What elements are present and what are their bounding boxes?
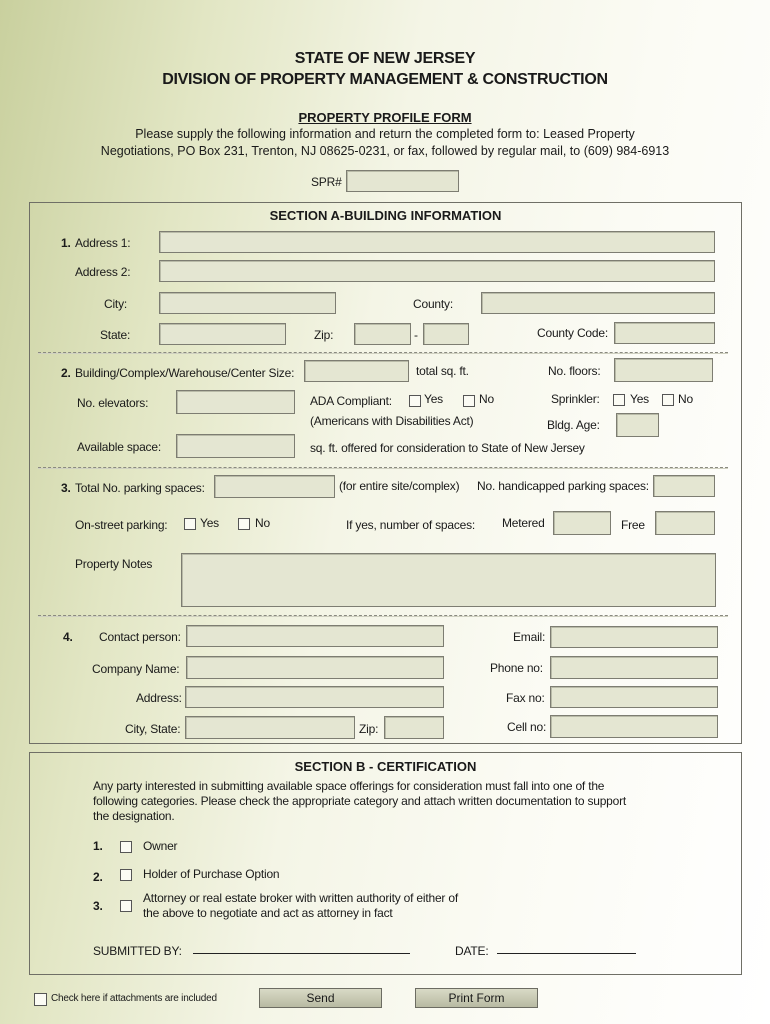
instructions-line1: Please supply the following information and return the completed form to: Leased Property — [135, 127, 635, 141]
ada-note: (Americans with Disabilities Act) — [310, 414, 474, 428]
onstreet-yes-label: Yes — [200, 516, 219, 530]
attachments-label: Check here if attachments are included — [51, 993, 217, 1004]
divider-1 — [38, 352, 728, 354]
item-3-number: 3. — [61, 481, 71, 495]
building-size-label: Building/Complex/Warehouse/Center Size: — [75, 366, 295, 380]
sprinkler-label: Sprinkler: — [551, 392, 600, 406]
free-label: Free — [621, 518, 645, 532]
fax-label: Fax no: — [506, 691, 545, 705]
purchase-option-label: Holder of Purchase Option — [143, 867, 280, 881]
zip-input[interactable] — [354, 323, 411, 345]
title-division: DIVISION OF PROPERTY MANAGEMENT & CONSTRUCTION — [162, 71, 608, 88]
onstreet-label: On-street parking: — [75, 518, 168, 532]
date-line[interactable] — [497, 953, 636, 954]
bldg-age-label: Bldg. Age: — [547, 418, 600, 432]
spr-label: SPR# — [311, 175, 342, 189]
fax-input[interactable] — [550, 686, 718, 708]
section-b-title: SECTION B - CERTIFICATION — [294, 759, 477, 774]
ada-label: ADA Compliant: — [310, 394, 392, 408]
item-4-number: 4. — [63, 630, 73, 644]
option-2-number: 2. — [93, 870, 103, 884]
property-notes-textarea[interactable] — [181, 553, 716, 607]
date-label: DATE: — [455, 944, 489, 958]
item-1-number: 1. — [61, 236, 71, 250]
bldg-age-input[interactable] — [616, 413, 659, 437]
purchase-option-checkbox[interactable] — [120, 869, 132, 881]
option-3-number: 3. — [93, 899, 103, 913]
divider-2 — [38, 467, 728, 469]
phone-label: Phone no: — [490, 661, 543, 675]
state-label: State: — [100, 328, 131, 342]
section-b-text-3: the designation. — [93, 809, 175, 823]
attorney-label-2: the above to negotiate and act as attorney in fact — [143, 906, 393, 920]
instructions-line2: Negotiations, PO Box 231, Trenton, NJ 08625-0231, or fax, followed by regular mail, to (609) 984-6913 — [100, 144, 670, 158]
sprinkler-yes-checkbox[interactable] — [613, 394, 625, 406]
item-2-number: 2. — [61, 366, 71, 380]
handicapped-label: No. handicapped parking spaces: — [477, 479, 649, 493]
zip2-input[interactable] — [384, 716, 444, 739]
elevators-input[interactable] — [176, 390, 295, 414]
cell-input[interactable] — [550, 715, 718, 738]
email-input[interactable] — [550, 626, 718, 648]
ifyes-label: If yes, number of spaces: — [346, 518, 476, 532]
onstreet-no-label: No — [255, 516, 270, 530]
zip-label: Zip: — [314, 328, 334, 342]
print-form-button[interactable]: Print Form — [415, 988, 538, 1008]
address-label: Address: — [136, 691, 182, 705]
handicapped-input[interactable] — [653, 475, 715, 497]
attorney-label-1: Attorney or real estate broker with written authority of either of — [143, 891, 458, 905]
zip-ext-input[interactable] — [423, 323, 469, 345]
county-input[interactable] — [481, 292, 715, 314]
divider-3 — [38, 615, 728, 617]
address1-input[interactable] — [159, 231, 715, 253]
county-code-input[interactable] — [614, 322, 715, 344]
sprinkler-no-label: No — [678, 392, 693, 406]
citystate-label: City, State: — [125, 722, 181, 736]
section-b-text-1: Any party interested in submitting available space offerings for consideration must fall into one of the — [93, 779, 605, 793]
owner-checkbox[interactable] — [120, 841, 132, 853]
elevators-label: No. elevators: — [77, 396, 149, 410]
submitted-by-label: SUBMITTED BY: — [93, 944, 182, 958]
floors-input[interactable] — [614, 358, 713, 382]
company-input[interactable] — [186, 656, 444, 679]
ada-yes-checkbox[interactable] — [409, 395, 421, 407]
attorney-checkbox[interactable] — [120, 900, 132, 912]
available-space-label: Available space: — [77, 440, 161, 454]
ada-no-label: No — [479, 392, 494, 406]
section-b-text-2: following categories. Please check the appropriate category and attach written documentation to support — [93, 794, 627, 808]
company-label: Company Name: — [92, 662, 180, 676]
section-a-title: SECTION A-BUILDING INFORMATION — [269, 208, 502, 223]
owner-label: Owner — [143, 839, 178, 853]
floors-label: No. floors: — [548, 364, 601, 378]
onstreet-yes-checkbox[interactable] — [184, 518, 196, 530]
property-notes-label: Property Notes — [75, 557, 153, 571]
submitted-by-line[interactable] — [193, 953, 410, 954]
address2-input[interactable] — [159, 260, 715, 282]
title-state: STATE OF NEW JERSEY — [294, 50, 476, 67]
county-code-label: County Code: — [537, 326, 608, 340]
send-button[interactable]: Send — [259, 988, 382, 1008]
metered-label: Metered — [502, 516, 545, 530]
county-label: County: — [413, 297, 453, 311]
building-size-input[interactable] — [304, 360, 409, 382]
parking-note: (for entire site/complex) — [339, 479, 460, 493]
zip2-label: Zip: — [359, 722, 379, 736]
option-1-number: 1. — [93, 839, 103, 853]
spr-input[interactable] — [346, 170, 459, 192]
parking-input[interactable] — [214, 475, 335, 498]
contact-label: Contact person: — [99, 630, 181, 644]
sprinkler-no-checkbox[interactable] — [662, 394, 674, 406]
available-space-note: sq. ft. offered for consideration to State of New Jersey — [310, 441, 585, 455]
city-input[interactable] — [159, 292, 336, 314]
parking-label: Total No. parking spaces: — [75, 481, 205, 495]
cell-label: Cell no: — [507, 720, 547, 734]
sprinkler-yes-label: Yes — [630, 392, 649, 406]
ada-yes-label: Yes — [424, 392, 443, 406]
onstreet-no-checkbox[interactable] — [238, 518, 250, 530]
state-input[interactable] — [159, 323, 286, 345]
attachments-checkbox[interactable] — [34, 993, 47, 1006]
metered-input[interactable] — [553, 511, 611, 535]
city-label: City: — [104, 297, 128, 311]
address1-label: Address 1: — [75, 236, 131, 250]
contact-input[interactable] — [186, 625, 444, 647]
total-sqft-label: total sq. ft. — [416, 364, 469, 378]
zip-dash: - — [414, 328, 418, 342]
address2-label: Address 2: — [75, 265, 131, 279]
email-label: Email: — [513, 630, 546, 644]
ada-no-checkbox[interactable] — [463, 395, 475, 407]
citystate-input[interactable] — [185, 716, 355, 739]
free-input[interactable] — [655, 511, 715, 535]
available-space-input[interactable] — [176, 434, 295, 458]
address-input[interactable] — [185, 686, 444, 708]
form-title: PROPERTY PROFILE FORM — [298, 110, 472, 125]
phone-input[interactable] — [550, 656, 718, 679]
